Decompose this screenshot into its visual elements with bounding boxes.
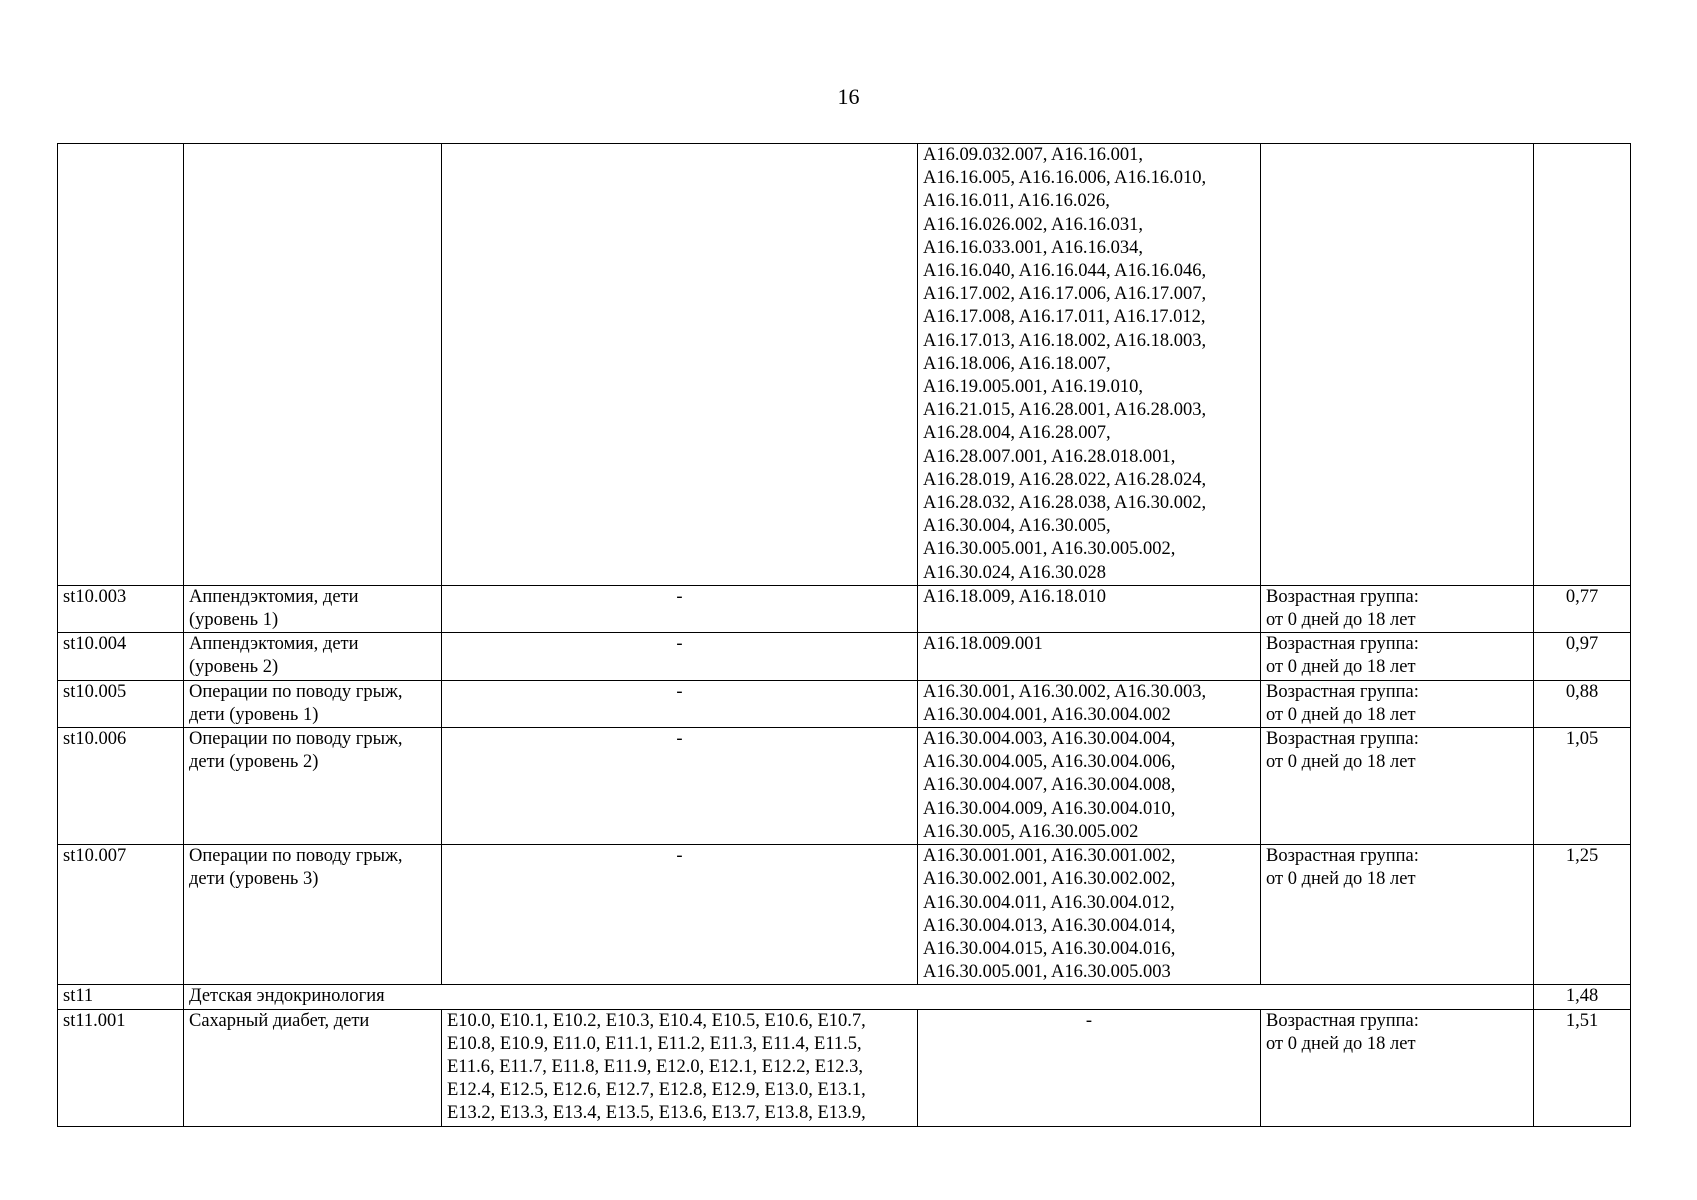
operations-line: A16.16.040, A16.16.044, A16.16.046, — [923, 261, 1207, 282]
page-number: 16 — [837, 84, 860, 109]
cell-diagnoses: E10.0, E10.1, E10.2, E10.3, E10.4, E10.5, E10.6, E10.7, E10.8, E10.9, E11.0, E11.1, E11.2, E11.3, E11.4, E11.5, E11.6, E11.7, E11.8, E11.9, E12.0, E12.1, E12.2, E12.3, E12.4, E12.5, E12.6, E12.7, E12.8, E12.9, E13.0, E13.1, E13.2, E13.3, E13.4, E13.5, E13.6, E13.7, E13.8, E13.9, — [442, 1009, 918, 1126]
cell-diagnoses: - — [442, 728, 918, 845]
cell-name: Операции по поводу грыж, дети (уровень 2) — [184, 728, 442, 845]
cell-name: Аппендэктомия, дети (уровень 1) — [184, 585, 442, 632]
table-row-continuation — [58, 144, 1631, 586]
operations-line: A16.16.005, A16.16.006, A16.16.010, — [923, 168, 1207, 189]
cell-code: st10.003 — [58, 585, 184, 632]
operations-line: A16.09.032.007, A16.16.001, — [923, 145, 1143, 165]
cell-operations — [918, 144, 1261, 586]
table-row — [58, 728, 1631, 845]
cell-operations: - — [918, 1009, 1261, 1126]
cell-code — [58, 144, 184, 586]
table-row-section — [58, 985, 1631, 1009]
cell-coefficient: 1,48 — [1534, 985, 1631, 1009]
cell-name: Операции по поводу грыж, дети (уровень 1) — [184, 680, 442, 727]
table-row — [58, 680, 1631, 727]
cell-diagnoses: - — [442, 680, 918, 727]
operations-line: A16.30.004, A16.30.005, — [923, 516, 1111, 537]
cell-diagnoses: - — [442, 845, 918, 985]
cell-coefficient: 0,77 — [1534, 585, 1631, 632]
cell-coefficient — [1534, 144, 1631, 586]
cell-diagnoses: - — [442, 633, 918, 680]
cell-criteria: Возрастная группа: от 0 дней до 18 лет — [1261, 633, 1534, 680]
cell-criteria: Возрастная группа: от 0 дней до 18 лет — [1261, 585, 1534, 632]
cell-coefficient: 0,97 — [1534, 633, 1631, 680]
operations-line: A16.19.005.001, A16.19.010, — [923, 377, 1143, 398]
operations-line: A16.16.026.002, A16.16.031, — [923, 214, 1143, 235]
table-row — [58, 845, 1631, 985]
cell-name: Аппендэктомия, дети (уровень 2) — [184, 633, 442, 680]
cell-criteria — [1261, 144, 1534, 586]
cell-name — [184, 144, 442, 586]
cell-operations: A16.18.009, A16.18.010 — [918, 585, 1261, 632]
cell-section-name: Детская эндокринология — [184, 985, 1534, 1009]
operations-line: A16.30.005.001, A16.30.005.002, — [923, 539, 1176, 560]
operations-line: A16.28.019, A16.28.022, A16.28.024, — [923, 469, 1207, 490]
cell-code: st10.004 — [58, 633, 184, 680]
operations-line: A16.16.033.001, A16.16.034, — [923, 237, 1143, 258]
cell-coefficient: 1,51 — [1534, 1009, 1631, 1126]
table-row — [58, 1009, 1631, 1126]
cell-operations: A16.18.009.001 — [918, 633, 1261, 680]
cell-operations: A16.30.001.001, A16.30.001.002, A16.30.002.001, A16.30.002.002, A16.30.004.011, A16.30.004.012, A16.30.004.013, A16.30.004.014, A16.30.004.015, A16.30.004.016, A16.30.005.001, A16.30.005.003 — [918, 845, 1261, 985]
cell-name: Сахарный диабет, дети — [184, 1009, 442, 1126]
cell-operations: A16.30.001, A16.30.002, A16.30.003, A16.30.004.001, A16.30.004.002 — [918, 680, 1261, 727]
operations-line: A16.30.024, A16.30.028 — [923, 562, 1106, 583]
operations-line: A16.21.015, A16.28.001, A16.28.003, — [923, 400, 1207, 421]
cell-operations: A16.30.004.003, A16.30.004.004, A16.30.004.005, A16.30.004.006, A16.30.004.007, A16.30.004.008, A16.30.004.009, A16.30.004.010, A16.30.005, A16.30.005.002 — [918, 728, 1261, 845]
cell-diagnoses: - — [442, 585, 918, 632]
cell-criteria: Возрастная группа: от 0 дней до 18 лет — [1261, 728, 1534, 845]
cell-code: st10.006 — [58, 728, 184, 845]
cell-criteria: Возрастная группа: от 0 дней до 18 лет — [1261, 845, 1534, 985]
operations-line: A16.16.011, A16.16.026, — [923, 191, 1110, 212]
operations-line: A16.28.004, A16.28.007, — [923, 423, 1111, 444]
operations-line: A16.28.007.001, A16.28.018.001, — [923, 446, 1176, 467]
cell-code: st11.001 — [58, 1009, 184, 1126]
table-row — [58, 633, 1631, 680]
cell-diagnoses — [442, 144, 918, 586]
table-row — [58, 585, 1631, 632]
operations-line: A16.17.013, A16.18.002, A16.18.003, — [923, 330, 1207, 351]
cell-criteria: Возрастная группа: от 0 дней до 18 лет — [1261, 680, 1534, 727]
operations-line: A16.17.002, A16.17.006, A16.17.007, — [923, 284, 1207, 305]
cell-code: st10.005 — [58, 680, 184, 727]
cell-coefficient: 1,25 — [1534, 845, 1631, 985]
cell-name: Операции по поводу грыж, дети (уровень 3) — [184, 845, 442, 985]
cell-coefficient: 1,05 — [1534, 728, 1631, 845]
ksg-table — [57, 143, 1631, 1127]
cell-coefficient: 0,88 — [1534, 680, 1631, 727]
cell-criteria: Возрастная группа: от 0 дней до 18 лет — [1261, 1009, 1534, 1126]
operations-line: A16.18.006, A16.18.007, — [923, 353, 1111, 374]
cell-code: st11 — [58, 985, 184, 1009]
operations-line: A16.17.008, A16.17.011, A16.17.012, — [923, 307, 1206, 328]
cell-code: st10.007 — [58, 845, 184, 985]
operations-line: A16.28.032, A16.28.038, A16.30.002, — [923, 493, 1207, 514]
